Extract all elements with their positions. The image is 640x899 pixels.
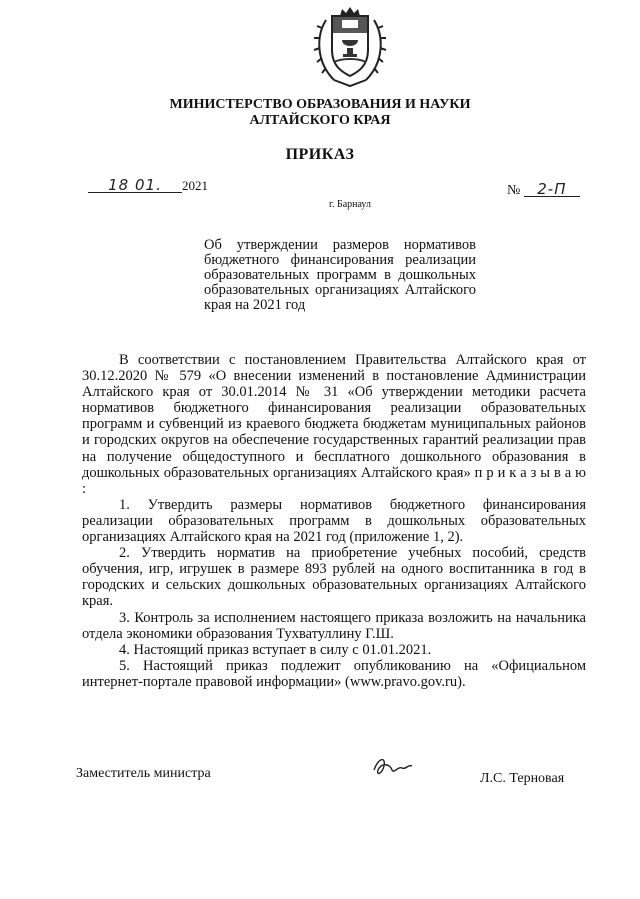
ministry-name-line1: МИНИСТЕРСТВО ОБРАЗОВАНИЯ И НАУКИ xyxy=(169,97,471,112)
number-handwritten-field xyxy=(524,180,580,197)
date-handwritten: 18 01. xyxy=(108,176,162,194)
order-item-4: 4. Настоящий приказ вступает в силу с 01.01.2021. xyxy=(119,641,432,658)
handwritten-signature xyxy=(368,752,416,782)
ministry-name xyxy=(0,97,640,129)
signatory-role: Заместитель министра xyxy=(76,766,211,781)
order-date xyxy=(88,176,208,194)
order-subject: Об утверждении размеров нормативов бюджетного финансирования реализации образовательных программ в дошкольных образовательных организациях Алтайского края на 2021 год xyxy=(204,237,476,313)
date-year: 2021 xyxy=(182,178,208,193)
order-item-3: 3. Контроль за исполнением настоящего приказа возложить на начальника отдела экономики образования Тухватуллину Г.Ш. xyxy=(82,609,586,642)
ministry-name-line2: АЛТАЙСКОГО КРАЯ xyxy=(249,113,391,128)
coat-of-arms-emblem xyxy=(312,6,388,90)
number-prefix: № xyxy=(507,183,521,198)
order-number xyxy=(507,180,580,199)
signatory-name: Л.С. Терновая xyxy=(480,771,565,786)
order-item-1: 1. Утвердить размеры нормативов бюджетного финансирования реализации образовательных программ в дошкольных образовательных организациях Алтайского края на 2021 год (приложение 1, 2). xyxy=(82,496,586,546)
preamble-paragraph: В соответствии с постановлением Правительства Алтайского края от 30.12.2020 № 579 «О внесении изменений в постановление Администрации Алтайского края от 30.01.2014 № 31 «Об утверждении методики расчета нормативов бюджетного финансирования реализации образовательных программ и субвенций из краевого бюджета бюджетам муниципальных районов и городских округов на обеспечение государственных гарантий реализации прав на получение общедоступного и бесплатного дошкольного образования в дошкольных образовательных организациях Алтайского края» п р и к а з ы в а ю : xyxy=(82,352,586,497)
order-item-2: 2. Утвердить норматив на приобретение учебных пособий, средств обучения, игр, игрушек в размере 893 рублей на одного воспитанника в год в городских и сельских дошкольных образовательных организациях Алтайского края. xyxy=(82,545,586,610)
city-label: г. Барнаул xyxy=(329,199,371,210)
order-item-5: 5. Настоящий приказ подлежит опубликованию на «Официальном интернет-портале правовой информации» (www.pravo.gov.ru). xyxy=(82,657,586,690)
date-handwritten-field xyxy=(88,176,182,193)
order-body xyxy=(82,352,586,690)
document-type-title: ПРИКАЗ xyxy=(285,146,355,163)
number-handwritten: 2-П xyxy=(537,180,567,198)
